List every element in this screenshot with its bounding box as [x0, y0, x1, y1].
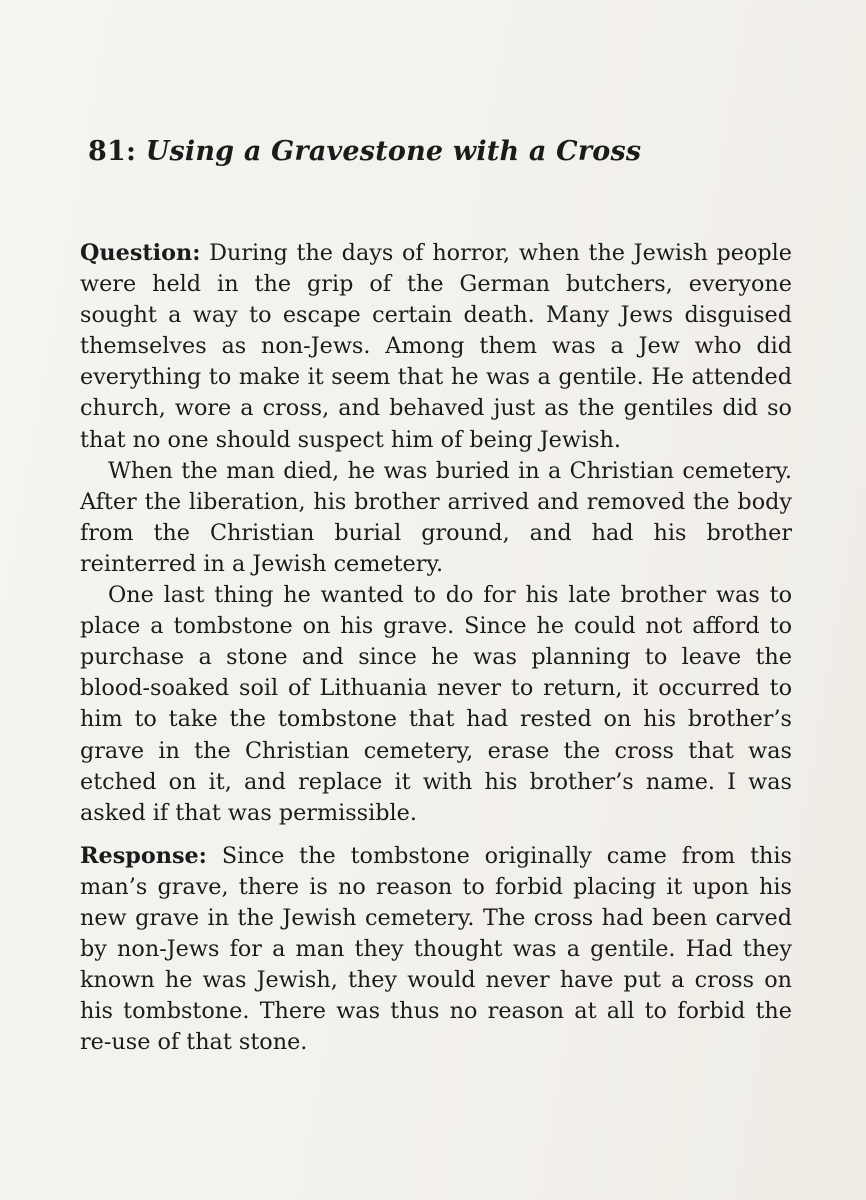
chapter-body [80, 238, 792, 1058]
paragraph-tombstone: One last thing he wanted to do for his late brother was to place a tombstone on his grave. Since he could not afford to purchase a stone and since he was planning to leave the blood-soaked soil of Lithuania never to return, it occurred to him to take the tombstone that had rested on his brother’s grave in the Christian cemetery, erase the cross that was etched on it, and replace it with his brother’s name. I was asked if that was permissible. [80, 582, 792, 826]
chapter-name: Using a Gravestone with a Cross [145, 136, 642, 167]
response-paragraph [80, 841, 792, 1059]
response-text: Since the tombstone originally came from this man’s grave, there is no reason to forbid placing it upon his new grave in the Jewish cemetery. The cross had been carved by non-Jews for a man they thought was a gentile. Had they known he was Jewish, they would never have put a cross on his tombstone. There was thus no reason at all to forbid the re-use of that stone. [80, 842, 792, 1056]
question-paragraph [80, 238, 792, 456]
question-text: During the days of horror, when the Jewish people were held in the grip of the German butchers, everyone sought a way to escape certain death. Many Jews disguised themselves as non-Jews. Among them was a Jew who did everything to make it seem that he was a gentile. He attended church, wore a cross, and behaved just as the gentiles did so that no one should suspect him of being Jewish. [80, 240, 793, 453]
paragraph-burial: When the man died, he was buried in a Christian cemetery. After the liberation, his brother arrived and removed the body from the Christian burial ground, and had his brother reinterred in a Jewish cemetery. [80, 457, 792, 577]
response-label: Response: [80, 842, 207, 869]
chapter-number: 81: [88, 136, 137, 167]
chapter-title [88, 136, 788, 167]
question-label: Question: [80, 240, 201, 266]
